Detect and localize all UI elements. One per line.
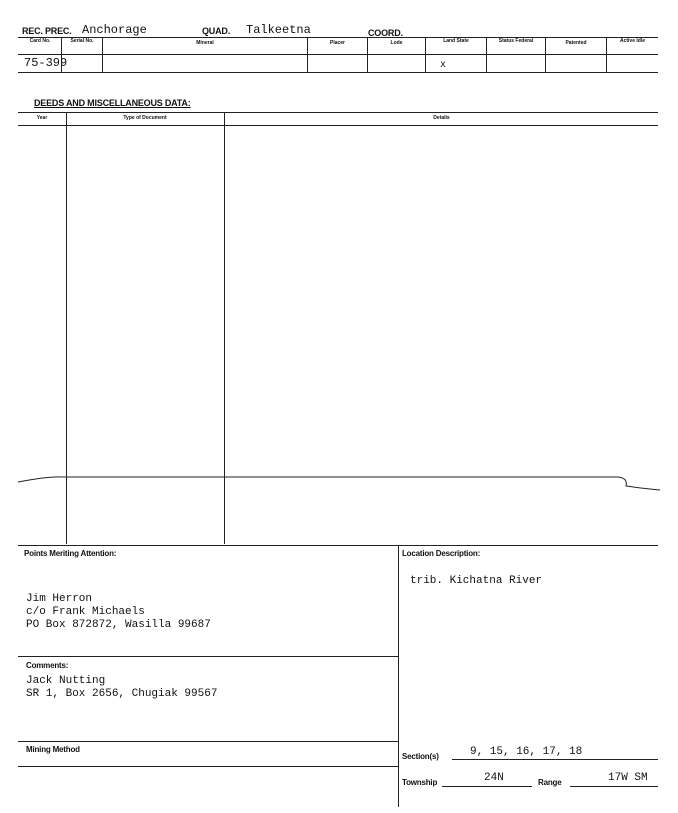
col-header-placer: Placer: [329, 40, 345, 46]
col-header-card-no: Card No.: [29, 38, 51, 44]
deeds-top-rule: [18, 112, 658, 113]
header-mid-rule: [18, 54, 658, 55]
points-line-1: Jim Herron: [26, 593, 93, 605]
township-label: Township: [402, 778, 438, 787]
bottom-section-top-rule: [18, 545, 658, 546]
coord-label: COORD.: [368, 28, 403, 38]
location-value: trib. Kichatna River: [410, 575, 543, 587]
township-value: 24N: [484, 772, 504, 784]
mining-method-top-rule: [18, 741, 398, 742]
header-bottom-rule: [18, 72, 658, 73]
points-line-3: PO Box 872872, Wasilla 99687: [26, 619, 211, 631]
col-header-active-idle: Active Idle: [619, 38, 645, 44]
col-header-lode: Lode: [390, 40, 403, 46]
points-line-2: c/o Frank Michaels: [26, 606, 145, 618]
rec-prec-label: REC. PREC.: [22, 26, 72, 36]
range-label: Range: [538, 778, 562, 787]
deeds-header-rule: [18, 125, 658, 126]
comments-label: Comments:: [26, 661, 69, 670]
col-header-land-state: Land State: [443, 38, 469, 44]
land-state-mark: x: [440, 60, 447, 71]
sections-label: Section(s): [402, 752, 439, 761]
deeds-col-type: Type of Document: [123, 115, 167, 121]
rec-prec-value: Anchorage: [82, 23, 147, 37]
mining-method-bottom-rule: [18, 766, 398, 767]
deeds-col-year: Year: [36, 115, 48, 121]
fold-line: [0, 468, 678, 498]
card-no-value: 75-399: [24, 56, 68, 70]
location-label: Location Description:: [402, 549, 481, 558]
deeds-section-title: DEEDS AND MISCELLANEOUS DATA:: [34, 98, 191, 108]
points-label: Points Meriting Attention:: [24, 549, 117, 558]
col-header-patented: Patented: [565, 40, 587, 46]
col-header-serial-no: Serial No.: [70, 38, 94, 44]
sections-value: 9, 15, 16, 17, 18: [470, 746, 583, 758]
comments-line-1: Jack Nutting: [26, 675, 106, 687]
deeds-col-details: Details: [433, 115, 450, 121]
col-header-status-federal: Status Federal: [498, 38, 534, 44]
range-value: 17W SM: [608, 772, 648, 784]
comments-top-rule: [18, 656, 398, 657]
quad-value: Talkeetna: [246, 23, 311, 37]
col-header-mineral: Mineral: [196, 40, 214, 46]
bottom-center-divider: [398, 545, 399, 807]
mining-method-label: Mining Method: [26, 745, 80, 754]
quad-label: QUAD.: [202, 26, 230, 36]
header-top-rule: [18, 37, 658, 38]
comments-line-2: SR 1, Box 2656, Chugiak 99567: [26, 688, 218, 700]
